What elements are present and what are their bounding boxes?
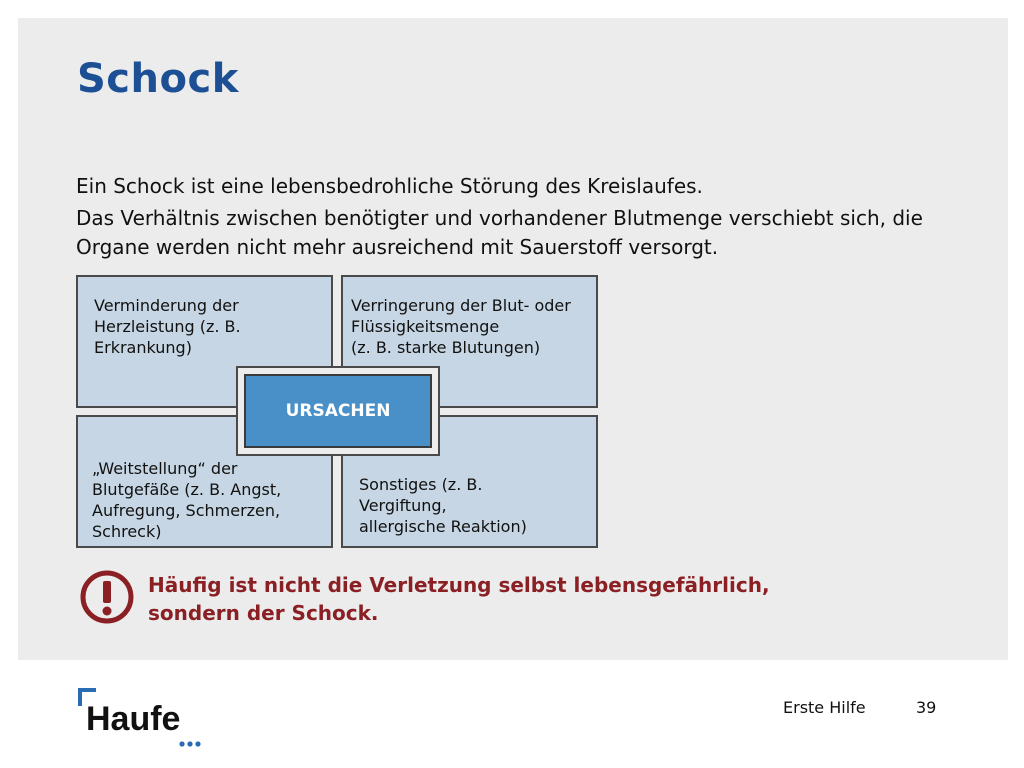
paragraph-explanation: Das Verhältnis zwischen benötigter und vorhandener Blutmenge verschiebt sich, die Organe werden nicht mehr ausreichend mit Sauerstoff versorgt. <box>76 206 923 259</box>
cause-line: allergische Reaktion) <box>359 517 527 536</box>
cause-text <box>94 295 241 358</box>
cause-text <box>351 295 571 358</box>
cause-line: Aufregung, Schmerzen, <box>92 501 281 520</box>
exclamation-circle-icon <box>79 569 135 625</box>
cause-line: Flüssigkeitsmenge <box>351 317 500 336</box>
cause-line: Blutgefäße (z. B. Angst, <box>92 480 282 499</box>
cause-line: „Weitstellung“ der <box>92 459 238 478</box>
paragraph-definition: Ein Schock ist eine lebensbedrohliche Störung des Kreislaufes. <box>76 174 703 198</box>
svg-text:Haufe: Haufe <box>86 700 181 738</box>
cause-text <box>359 474 527 537</box>
cause-text <box>92 458 281 542</box>
slide-title: Schock <box>77 56 239 102</box>
cause-line: Verringerung der Blut- oder <box>351 296 571 315</box>
warning-line: Häufig ist nicht die Verletzung selbst lebensgefährlich, <box>148 573 770 597</box>
cause-line: Vergiftung, <box>359 496 447 515</box>
footer-course-label: Erste Hilfe <box>783 698 866 717</box>
cause-line: Sonstiges (z. B. <box>359 475 483 494</box>
cause-line: (z. B. starke Blutungen) <box>351 338 541 357</box>
cause-line: Schreck) <box>92 522 162 541</box>
warning-text <box>148 571 770 627</box>
cause-line: Herzleistung (z. B. <box>94 317 241 336</box>
haufe-logo <box>78 688 208 748</box>
slide-body <box>76 172 956 265</box>
cause-line: Erkrankung) <box>94 338 192 357</box>
cause-line: Verminderung der <box>94 296 239 315</box>
center-label-causes: URSACHEN <box>244 374 432 448</box>
warning-line: sondern der Schock. <box>148 601 379 625</box>
footer-page-number: 39 <box>916 698 937 717</box>
